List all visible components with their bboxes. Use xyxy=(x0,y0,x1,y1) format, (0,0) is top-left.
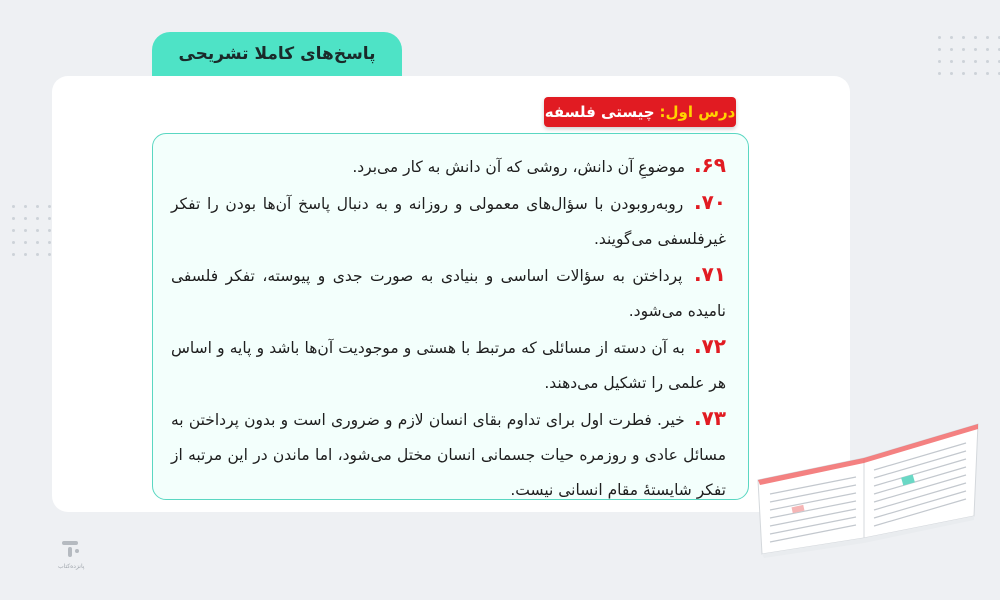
answer-number: ۶۹. xyxy=(693,153,726,177)
answer-text: موضوعِ آن دانش، روشی که آن دانش به کار می‌برد. xyxy=(352,158,686,176)
publisher-logo xyxy=(58,538,84,570)
answer-number: ۷۳. xyxy=(693,406,726,430)
lesson-title: چیستی فلسفه xyxy=(544,103,655,121)
header-tab xyxy=(152,32,402,76)
publisher-logo-text: پانزده‌کتاب xyxy=(58,563,85,570)
answer-item xyxy=(171,257,726,329)
lesson-label: درس اول: xyxy=(659,103,736,121)
decorative-dots-left xyxy=(12,205,51,256)
answer-item xyxy=(171,148,726,185)
answer-text: خیر. فطرت اول برای تداوم بقای انسان لازم و ضروری است و بدون پرداختن به مسائل عادی و روزمره حیات جسمانی انسان مختل می‌شود، اما ماندن در این مرتبه از تفکر شایستهٔ مقام انسانی نیست. xyxy=(171,411,726,499)
answer-number: ۷۲. xyxy=(693,334,726,358)
answer-text: پرداختن به سؤالات اساسی و بنیادی به صورت جدی و پیوسته، تفکر فلسفی نامیده می‌شود. xyxy=(171,267,726,320)
answer-number: ۷۰. xyxy=(693,190,726,214)
answer-item xyxy=(171,329,726,401)
answer-text: به آن دسته از مسائلی که مرتبط با هستی و موجودیت آن‌ها باشد و پایه و اساس هر علمی را تشکیل می‌دهند. xyxy=(171,339,726,392)
answer-text: روبه‌روبودن با سؤال‌های معمولی و روزانه و به دنبال پاسخ آن‌ها بودن را تفکر غیرفلسفی می‌گویند. xyxy=(171,195,726,248)
answer-item xyxy=(171,401,726,508)
answer-item xyxy=(171,185,726,257)
answers-box xyxy=(152,133,749,500)
header-tab-title: پاسخ‌های کاملا تشریحی xyxy=(178,44,376,64)
open-book-icon xyxy=(752,388,982,558)
publisher-logo-icon xyxy=(60,538,82,558)
answer-number: ۷۱. xyxy=(693,262,726,286)
lesson-badge xyxy=(544,97,736,127)
decorative-dots-right xyxy=(938,36,1000,75)
